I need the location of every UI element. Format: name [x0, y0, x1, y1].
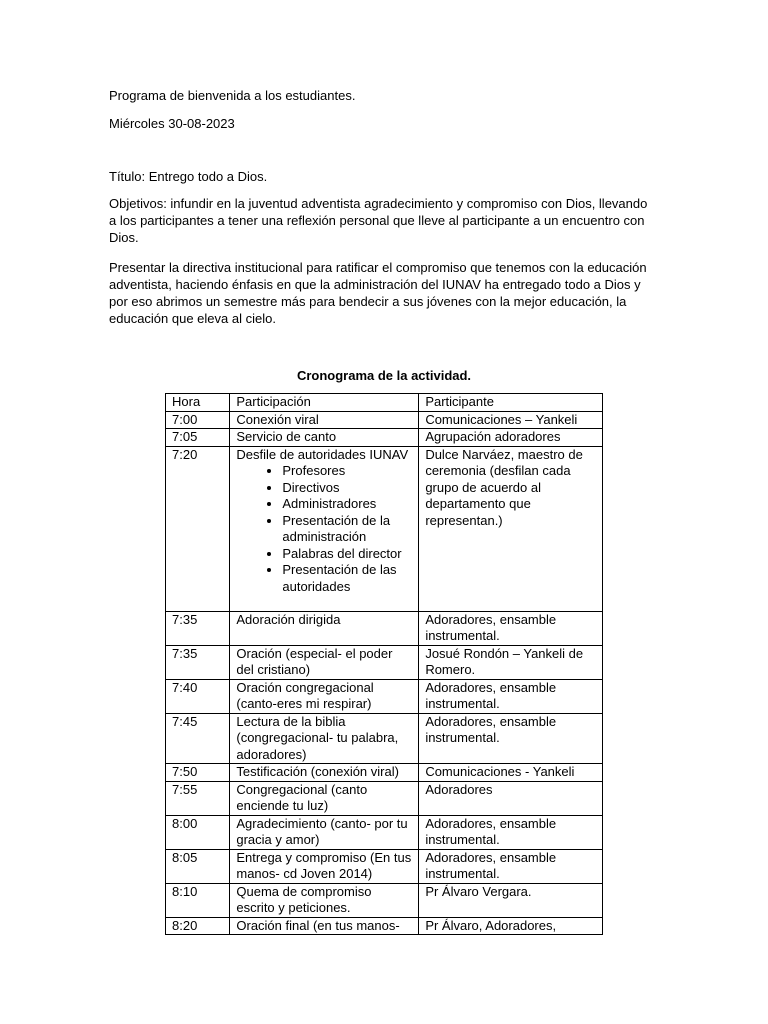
cell-participacion: Quema de compromiso escrito y peticiones.	[230, 883, 419, 917]
program-date: Miércoles 30-08-2023	[109, 116, 235, 131]
cell-participante: Adoradores, ensamble instrumental.	[419, 713, 603, 764]
cell-participacion: Oración final (en tus manos-	[230, 917, 419, 935]
cell-participante: Adoradores, ensamble instrumental.	[419, 679, 603, 713]
authorities-list	[236, 463, 412, 595]
cell-participante: Adoradores	[419, 781, 603, 815]
list-item: • Profesores	[282, 463, 412, 480]
cell-hora: 7:50	[166, 764, 230, 782]
schedule-table	[165, 393, 603, 935]
table-header-row	[166, 394, 603, 412]
cell-hora: 7:40	[166, 679, 230, 713]
table-row	[166, 917, 603, 935]
cell-participante: Adoradores, ensamble instrumental.	[419, 815, 603, 849]
list-item: • Presentación de las autoridades	[282, 562, 412, 595]
cell-participacion: Conexión viral	[230, 411, 419, 429]
table-row	[166, 611, 603, 645]
table-row	[166, 815, 603, 849]
cell-participacion: Oración congregacional (canto-eres mi respirar)	[230, 679, 419, 713]
cell-participante: Comunicaciones - Yankeli	[419, 764, 603, 782]
cell-participante: Dulce Narváez, maestro de ceremonia (desfilan cada grupo de acuerdo al departamento que representan.)	[419, 446, 603, 611]
list-item: • Directivos	[282, 480, 412, 497]
cell-hora: 7:55	[166, 781, 230, 815]
objectives-paragraph: Objetivos: infundir en la juventud adventista agradecimiento y compromiso con Dios, llevando a los participantes a tener una reflexión personal que lleve al participante a un encuentro con Dios.	[109, 196, 648, 245]
cell-hora: 7:45	[166, 713, 230, 764]
cell-participacion	[230, 446, 419, 611]
cell-participante: Agrupación adoradores	[419, 429, 603, 447]
table-row	[166, 446, 603, 611]
cell-hora: 7:00	[166, 411, 230, 429]
table-row	[166, 764, 603, 782]
cell-hora: 8:05	[166, 849, 230, 883]
column-header-hora: Hora	[166, 394, 230, 412]
cell-participante: Adoradores, ensamble instrumental.	[419, 611, 603, 645]
presentation-paragraph: Presentar la directiva institucional para ratificar el compromiso que tenemos con la educación adventista, haciendo énfasis en que la administración del IUNAV ha entregado todo a Dios y por eso abrimos un semestre más para bendecir a sus jóvenes con la mejor educación, la educación que eleva al cielo.	[109, 260, 647, 326]
cell-participacion-text: Desfile de autoridades IUNAV	[236, 446, 409, 462]
cell-participacion: Servicio de canto	[230, 429, 419, 447]
schedule-heading: Cronograma de la actividad.	[296, 368, 472, 383]
cell-participacion: Lectura de la biblia (congregacional- tu palabra, adoradores)	[230, 713, 419, 764]
cell-hora: 8:20	[166, 917, 230, 935]
cell-participante: Josué Rondón – Yankeli de Romero.	[419, 645, 603, 679]
cell-participante: Comunicaciones – Yankeli	[419, 411, 603, 429]
cell-hora: 7:35	[166, 645, 230, 679]
table-row	[166, 645, 603, 679]
cell-participacion: Agradecimiento (canto- por tu gracia y amor)	[230, 815, 419, 849]
cell-hora: 7:20	[166, 446, 230, 611]
table-row	[166, 411, 603, 429]
column-header-participante: Participante	[419, 394, 603, 412]
table-row	[166, 679, 603, 713]
table-row	[166, 883, 603, 917]
cell-hora: 7:05	[166, 429, 230, 447]
table-row	[166, 713, 603, 764]
cell-participante: Adoradores, ensamble instrumental.	[419, 849, 603, 883]
list-item: • Palabras del director	[282, 546, 412, 563]
table-row	[166, 429, 603, 447]
table-row	[166, 781, 603, 815]
cell-participacion: Congregacional (canto enciende tu luz)	[230, 781, 419, 815]
cell-participacion: Entrega y compromiso (En tus manos- cd Joven 2014)	[230, 849, 419, 883]
program-title: Título: Entrego todo a Dios.	[109, 169, 268, 184]
column-header-participacion: Participación	[230, 394, 419, 412]
cell-participacion: Oración (especial- el poder del cristiano)	[230, 645, 419, 679]
cell-participante: Pr Álvaro, Adoradores,	[419, 917, 603, 935]
cell-hora: 8:10	[166, 883, 230, 917]
list-item: • Presentación de la administración	[282, 513, 412, 546]
cell-participacion: Testificación (conexión viral)	[230, 764, 419, 782]
cell-hora: 7:35	[166, 611, 230, 645]
cell-participante: Pr Álvaro Vergara.	[419, 883, 603, 917]
cell-hora: 8:00	[166, 815, 230, 849]
table-row	[166, 849, 603, 883]
list-item: • Administradores	[282, 496, 412, 513]
program-heading: Programa de bienvenida a los estudiantes.	[109, 88, 356, 103]
cell-participacion: Adoración dirigida	[230, 611, 419, 645]
